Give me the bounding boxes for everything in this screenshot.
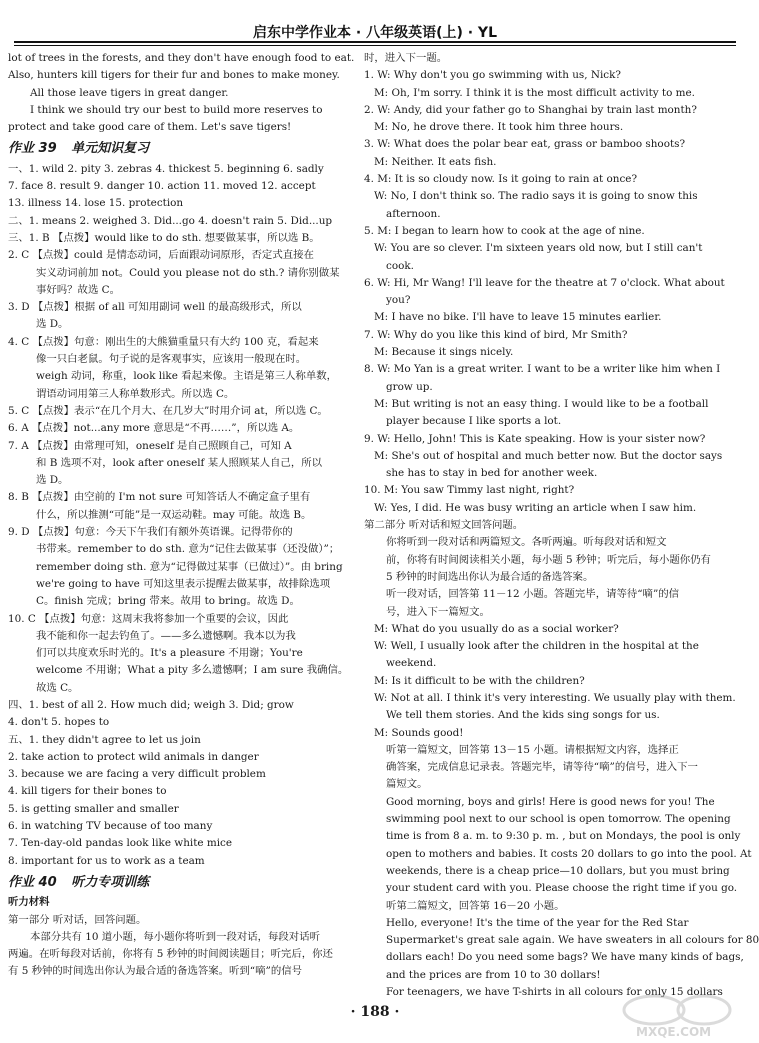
text-line: 3. W: What does the polar bear eat, grass or bamboo shoots?: [364, 138, 686, 151]
text-line: 前，你将有时间阅读相关小题，每小题 5 秒钟；听完后，每小题你仍有: [386, 553, 711, 566]
text-line: Also, hunters kill tigers for their fur and bones to make money.: [8, 69, 340, 82]
text-line: 本部分共有 10 道小题，每小题你将听到一段对话，每段对话听: [30, 930, 320, 943]
text-line: M: Oh, I'm sorry. I think it is the most difficult activity to me.: [374, 86, 695, 99]
watermark-logo: [614, 990, 744, 1040]
text-line: 2. W: Andy, did your father go to Shanghai by train last month?: [364, 103, 697, 116]
text-line: 7. Ten-day-old pandas look like white mice: [8, 837, 232, 850]
text-line: she has to stay in bed for another week.: [386, 467, 598, 480]
text-line: player because I like sports a lot.: [386, 415, 562, 428]
text-line: weigh 动词，称重，look like 看起来像。主语是第三人称单数，: [36, 370, 338, 383]
text-line: 8. W: Mo Yan is a great writer. I want to be a writer like him when I: [364, 363, 721, 376]
section-39-title: 作业 39: [8, 141, 57, 157]
text-line: 9. D 【点拨】句意：今天下午我们有额外英语课。记得带你的: [8, 526, 293, 539]
text-line: 选 D。: [36, 318, 69, 331]
left-top-text: [8, 50, 355, 136]
text-line: 7. W: Why do you like this kind of bird, Mr Smith?: [364, 328, 628, 341]
text-line: W: Well, I usually look after the children in the hospital at the: [374, 640, 699, 653]
header-rule-thin: [14, 45, 736, 46]
text-line: 们可以共度欢乐时光的。It's a pleasure 不用谢；You're: [36, 647, 303, 660]
text-line: For teenagers, we have T-shirts in all colours for only 15 dollars: [386, 986, 723, 999]
text-line: 故选 C。: [36, 681, 79, 694]
text-line: dollars each! Do you need some bags? We have many kinds of bags,: [386, 951, 744, 964]
text-line: 2. C 【点拨】could 是情态动词，后面跟动词原形，否定式直接在: [8, 249, 314, 262]
text-line: 7. A 【点拨】由常理可知，oneself 是自己照顾自己，可知 A: [8, 439, 292, 452]
text-line: 你将听到一段对话和两篇短文。各听两遍。听每段对话和短文: [386, 536, 667, 549]
text-line: 8. B 【点拨】由空前的 I'm not sure 可知答话人不确定盒子里有: [8, 491, 311, 504]
section-39-answers: [8, 161, 349, 870]
text-line: afternoon.: [386, 207, 441, 220]
text-line: 篇短文。: [386, 778, 428, 791]
text-line: 三、1. B 【点拨】would like to do sth. 想要做某事，所以选 B。: [8, 231, 320, 244]
text-line: 第二部分 听对话和短文回答问题。: [364, 519, 524, 532]
text-line: welcome 不用谢；What a pity 多么遗憾啊；I am sure 我确信。: [36, 664, 349, 677]
text-line: 4. C 【点拨】句意：刚出生的大熊猫重量只有大约 100 克，看起来: [8, 335, 319, 348]
text-line: 5. M: I began to learn how to cook at the age of nine.: [364, 224, 645, 237]
text-line: 6. A 【点拨】not...any more 意思是“不再……”，所以选 A。: [8, 422, 300, 435]
text-line: 号，进入下一篇短文。: [386, 605, 490, 618]
text-line: 5 秒钟的时间选出你认为最合适的备选答案。: [386, 570, 594, 583]
text-line: 2. take action to protect wild animals in danger: [8, 750, 259, 763]
text-line: 第一部分 听对话，回答问题。: [8, 913, 147, 926]
text-line: 和 B 选项不对，look after oneself 某人照顾某人自己，所以: [36, 456, 322, 469]
text-line: M: She's out of hospital and much better now. But the doctor says: [374, 449, 723, 462]
text-line: grow up.: [386, 380, 433, 393]
section-40-subtitle: 听力专项训练: [71, 874, 150, 890]
text-line: 6. in watching TV because of too many: [8, 820, 213, 833]
section-39-subtitle: 单元知识复习: [71, 141, 150, 157]
section-40-title: 作业 40: [8, 874, 57, 890]
text-line: W: Not at all. I think it's very interesting. We usually play with them.: [374, 691, 736, 704]
left-column: [8, 50, 355, 981]
text-line: Supermarket's great sale again. We have sweaters in all colours for 80: [386, 934, 759, 947]
header-rule: [14, 41, 736, 43]
text-line: 五、1. they didn't agree to let us join: [8, 733, 201, 746]
text-line: lot of trees in the forests, and they don't have enough food to eat.: [8, 52, 355, 64]
text-line: 一、1. wild 2. pity 3. zebras 4. thickest 5. beginning 6. sadly: [8, 162, 324, 175]
text-line: 事好吗？故选 C。: [36, 283, 120, 296]
watermark-text: MXQE.COM: [636, 1025, 712, 1039]
text-line: your student card with you. Please choose the right time if you go.: [386, 882, 738, 895]
text-line: 确答案，完成信息记录表。答题完毕，请等待“嘀”的信号，进入下一: [386, 761, 698, 774]
text-line: 4. don't 5. hopes to: [8, 716, 110, 729]
text-line: M: Is it difficult to be with the children?: [374, 674, 585, 687]
text-line: M: Neither. It eats fish.: [374, 155, 497, 168]
text-line: M: Sounds good!: [374, 726, 464, 739]
text-line: 二、1. means 2. weighed 3. Did...go 4. doesn't rain 5. Did...up: [8, 214, 333, 227]
text-line: Hello, everyone! It's the time of the year for the Red Star: [386, 916, 689, 929]
text-line: 什么，所以推测“可能”是一双运动鞋。may 可能。故选 B。: [36, 508, 312, 521]
text-line: weekend.: [386, 657, 437, 670]
text-line: M: Because it sings nicely.: [374, 346, 514, 359]
text-line: 9. W: Hello, John! This is Kate speaking. How is your sister now?: [364, 432, 706, 445]
text-line: 5. is getting smaller and smaller: [8, 802, 179, 815]
text-line: protect and take good care of them. Let's save tigers!: [8, 121, 292, 134]
text-line: All those leave tigers in great danger.: [30, 86, 229, 99]
text-line: 5. C 【点拨】表示“在几个月大、在几岁大”时用介词 at，所以选 C。: [8, 404, 328, 417]
text-line: 听力材料: [8, 896, 50, 909]
page-number: · 188 ·: [350, 1004, 400, 1020]
text-line: 听第一篇短文，回答第 13－15 小题。请根据短文内容，选择正: [386, 743, 679, 756]
text-line: swimming pool next to our school is open tomorrow. The opening: [386, 813, 731, 826]
text-line: We tell them stories. And the kids sing songs for us.: [386, 709, 660, 722]
text-line: C。finish 完成；bring 带来。故用 to bring。故选 D。: [36, 595, 300, 608]
text-line: 7. face 8. result 9. danger 10. action 11. moved 12. accept: [8, 180, 316, 193]
text-line: 我不能和你一起去钓鱼了。——多么遗憾啊。我本以为我: [36, 629, 296, 642]
text-line: W: No, I don't think so. The radio says it is going to snow this: [374, 190, 698, 203]
text-line: 书带来。remember to do sth. 意为“记住去做某事（还没做）”；: [36, 543, 340, 556]
text-line: 1. W: Why don't you go swimming with us, Nick?: [364, 69, 621, 82]
text-line: 谓语动词用第三人称单数形式。所以选 C。: [36, 387, 235, 400]
text-line: 两遍。在听每段对话前，你将有 5 秒钟的时间阅读题目；听完后，你还: [8, 948, 333, 961]
section-39-heading: [8, 140, 342, 157]
text-line: 4. M: It is so cloudy now. Is it going to rain at once?: [364, 173, 638, 186]
text-line: M: What do you usually do as a social worker?: [374, 622, 619, 635]
right-column: [364, 50, 759, 1001]
text-line: 8. important for us to work as a team: [8, 854, 205, 867]
text-line: I think we should try our best to build more reserves to: [30, 103, 323, 116]
text-line: weekends, there is a cheap price—10 dollars, but you must bring: [386, 864, 730, 877]
text-line: you?: [386, 294, 411, 307]
text-line: 4. kill tigers for their bones to: [8, 785, 167, 798]
text-line: 6. W: Hi, Mr Wang! I'll leave for the theatre at 7 o'clock. What about: [364, 276, 725, 289]
text-line: 像一只白老鼠。句子说的是客观事实，应该用一般现在时。: [36, 353, 307, 366]
text-line: M: But writing is not an easy thing. I would like to be a football: [374, 397, 709, 410]
text-line: 时，进入下一题。: [364, 52, 448, 64]
text-line: time is from 8 a. m. to 9:30 p. m. , but on Mondays, the pool is only: [386, 830, 741, 843]
text-line: 3. because we are facing a very difficult problem: [8, 768, 266, 781]
text-line: Good morning, boys and girls! Here is good news for you! The: [386, 795, 715, 808]
text-line: 听一段对话，回答第 11－12 小题。答题完毕，请等待“嘀”的信: [386, 588, 680, 601]
text-line: 四、1. best of all 2. How much did; weigh 3. Did; grow: [8, 698, 294, 711]
text-line: and the prices are from 10 to 30 dollars!: [386, 968, 601, 981]
text-line: we're going to have 可知这里表示提醒去做某事，故排除选项: [36, 577, 331, 590]
text-line: 3. D 【点拨】根据 of all 可知用副词 well 的最高级形式，所以: [8, 301, 302, 314]
section-40-heading: [8, 874, 342, 891]
page-header: 启东中学作业本 · 八年级英语(上) · YL: [253, 25, 497, 41]
text-line: M: I have no bike. I'll have to leave 15 minutes earlier.: [374, 311, 662, 324]
section-40-text: [8, 894, 342, 980]
text-line: 实义动词前加 not。Could you please not do sth.? 请你别做某: [36, 266, 340, 279]
text-line: open to mothers and babies. It costs 20 dollars to go into the pool. At: [386, 847, 752, 860]
text-line: 13. illness 14. lose 15. protection: [8, 197, 184, 210]
text-line: W: Yes, I did. He was busy writing an article when I saw him.: [374, 501, 697, 514]
text-line: W: You are so clever. I'm sixteen years old now, but I still can't: [374, 242, 703, 255]
text-line: 10. M: You saw Timmy last night, right?: [364, 484, 575, 497]
text-line: remember doing sth. 意为“记得做过某事（已做过）”。由 bring: [36, 560, 343, 573]
text-line: 选 D。: [36, 474, 69, 487]
text-line: 10. C 【点拨】句意：这周末我将参加一个重要的会议，因此: [8, 612, 289, 625]
text-line: 听第二篇短文，回答第 16－20 小题。: [386, 899, 565, 912]
text-line: cook.: [386, 259, 414, 272]
text-line: M: No, he drove there. It took him three hours.: [374, 121, 624, 134]
text-line: 有 5 秒钟的时间选出你认为最合适的备选答案。听到“嘀”的信号: [8, 965, 302, 978]
